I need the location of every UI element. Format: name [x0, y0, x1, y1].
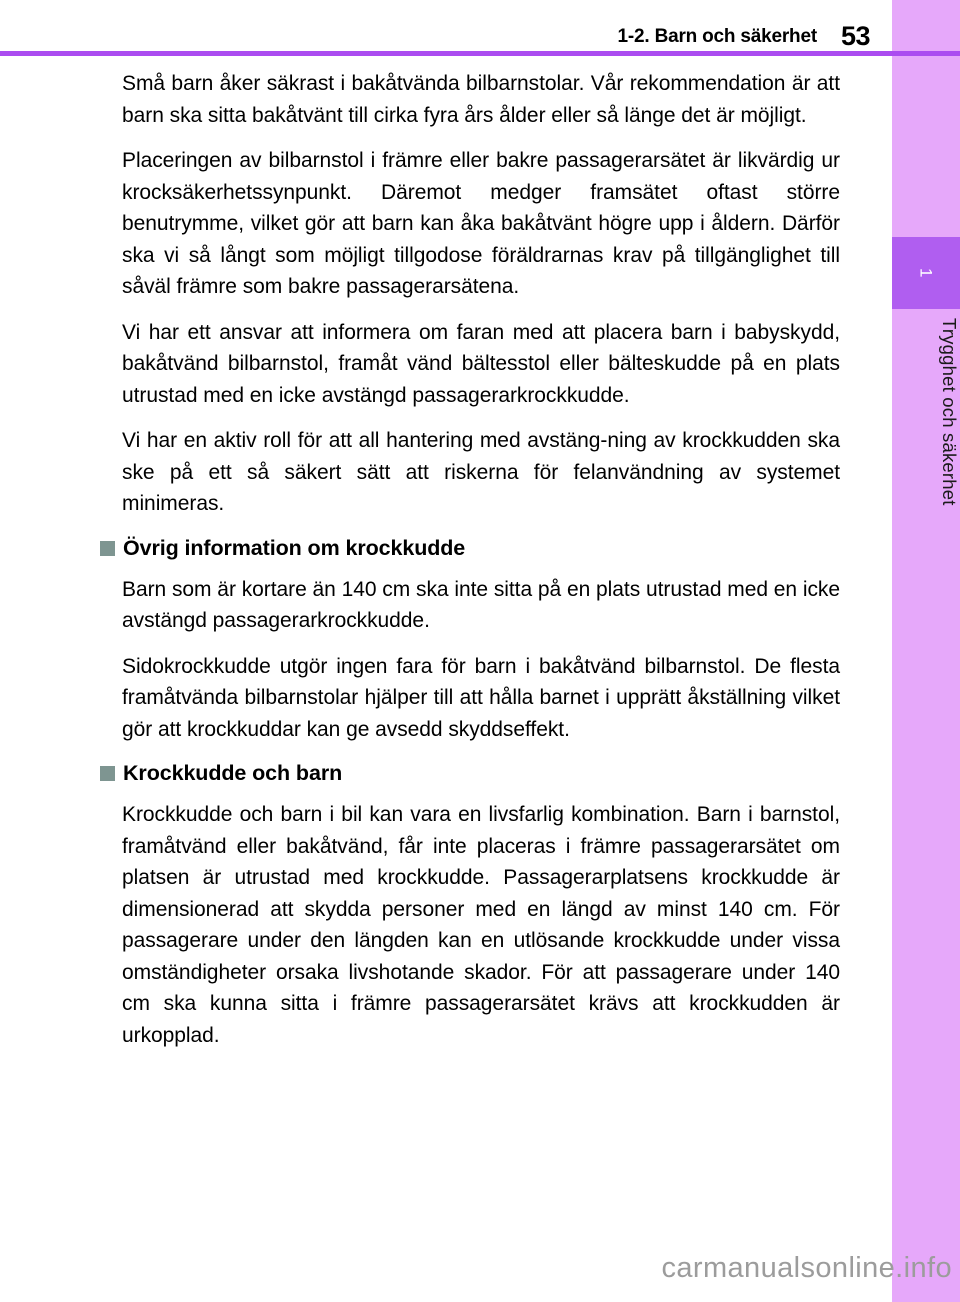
chapter-title: Trygghet och säkerhet	[939, 318, 960, 506]
subheading-label: Övrig information om krockkudde	[123, 535, 466, 560]
page-header	[0, 0, 892, 52]
paragraph: Vi har en aktiv roll för att all hantering med avstäng-ning av krockkudden ska ske på ett så säkert sätt att riskerna för felanvändning av systemet minimeras.	[122, 429, 840, 515]
paragraph: Krockkudde och barn i bil kan vara en livsfarlig kombination. Barn i barnstol, framåtvänd eller bakåtvänd, får inte placeras i främre passagerarsätet om platsen är utrustad med krockkudde. Passagerarplatsens krockkudde är dimensionerad att skydda personer med en längd av minst 140 cm. För passagerare under den längden kan en utlösande krockkudde under vissa omständigheter orsaka livshotande skador. För att passagerare under 140 cm ska kunna sitta i främre passagerarsätet krävs att krockkudden är urkopplad.	[122, 803, 840, 1047]
square-bullet-icon	[100, 766, 115, 781]
chapter-tab[interactable]	[892, 237, 960, 309]
subheading	[100, 534, 840, 562]
subheading	[100, 759, 840, 787]
header-section-title: 1-2. Barn och säkerhet	[617, 26, 817, 47]
paragraph: Sidokrockkudde utgör ingen fara för barn i bakåtvänd bilbarnstol. De flesta framåtvända bilbarnstolar hjälper till att hålla barnet i upprätt åkställning vilket gör att krockkuddar kan ge avsedd skyddseffekt.	[122, 654, 840, 741]
header-rule	[0, 51, 960, 56]
watermark: carmanualsonline.info	[661, 1252, 952, 1284]
paragraph: Vi har ett ansvar att informera om faran med att placera barn i babyskydd, bakåtvänd bilbarnstol, framåt vänd bältesstol eller bälteskudde på en plats utrustad med en icke avstängd passagerarkrockkudde.	[122, 320, 840, 407]
chapter-number: 1	[916, 268, 936, 278]
paragraph: Barn som är kortare än 140 cm ska inte sitta på en plats utrustad med en icke avstängd passagerarkrockkudde.	[122, 577, 840, 632]
chapter-rail	[892, 0, 960, 1302]
paragraph: Små barn åker säkrast i bakåtvända bilbarnstolar. Vår rekommendation är att barn ska sitta bakåtvänt till cirka fyra års ålder eller så länge det är möjligt.	[122, 72, 840, 127]
square-bullet-icon	[100, 541, 115, 556]
page-number: 53	[840, 21, 870, 51]
subheading-label: Krockkudde och barn	[123, 761, 343, 785]
paragraph: Placeringen av bilbarnstol i främre eller bakre passagerarsätet är likvärdig ur krocksäkerhetssynpunkt. Däremot medger framsätet oftast större benutrymme, vilket gör att barn kan åka bakåtvänt högre upp i åldern. Därför ska vi så långt som möjligt tillgodose föräldrarnas krav på tillgänglighet till såväl främre som bakre passagerarsätena.	[122, 149, 840, 298]
page-content	[122, 68, 840, 1051]
